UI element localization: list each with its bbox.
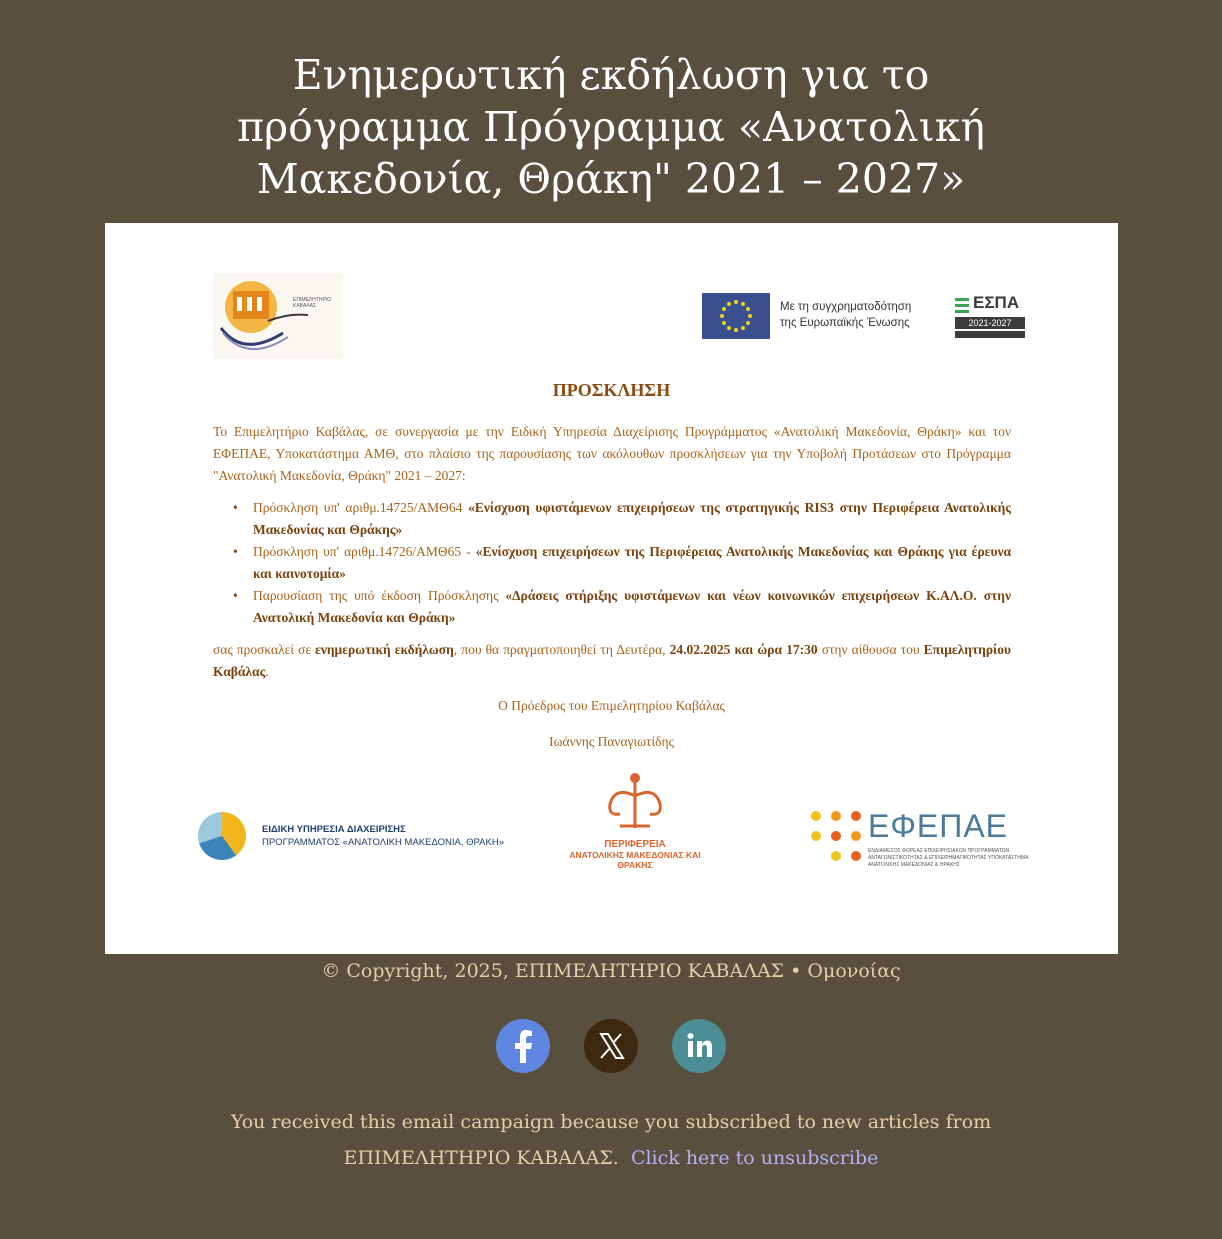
eu-cofunding-text: [780, 299, 911, 331]
invitation-image: [105, 223, 1118, 954]
invite-text-3: στην αίθουσα του: [817, 642, 924, 657]
linkedin-button[interactable]: [672, 1019, 726, 1073]
signature-title: Ο Πρόεδρος του Επιμελητηρίου Καβάλας: [498, 698, 725, 713]
x-button[interactable]: [584, 1019, 638, 1073]
region-line-2: ΑΝΑΤΟΛΙΚΗΣ ΜΑΚΕΔΟΝΙΑΣ ΚΑΙ ΘΡΑΚΗΣ: [569, 850, 701, 870]
invite-text-1: σας προσκαλεί σε: [213, 642, 316, 657]
region-text: [560, 840, 710, 870]
eu-text-line-1: Με τη συγχρηματοδότηση: [780, 301, 912, 313]
managing-authority-logo: [198, 809, 528, 863]
eu-text-line-2: της Ευρωπαϊκής Ένωσης: [780, 317, 910, 329]
x-icon: [584, 1019, 638, 1073]
facebook-button[interactable]: [496, 1019, 550, 1073]
signature-name: Ιωάννης Παναγιωτίδης: [549, 734, 674, 749]
espa-word: ΕΣΠΑ: [973, 293, 1020, 312]
chamber-logo-text: ΕΠΙΜΕΛΗΤΗΡΙΟ: [293, 297, 332, 303]
invite-text-4: .: [265, 664, 269, 679]
efepae-grid-icon: [808, 808, 864, 864]
call-3-title: «Δράσεις στήριξης υφιστάμενων και νέων κοινωνικών επιχειρήσεων Κ.ΑΛ.Ο. στην Ανατολική Μακεδονία και Θράκη»: [253, 588, 1011, 625]
chamber-logo: [213, 273, 343, 359]
unsubscribe-link[interactable]: Click here to unsubscribe: [630, 1147, 879, 1169]
list-item: [253, 497, 1011, 541]
invite-datetime: 24.02.2025 και ώρα 17:30: [669, 642, 818, 657]
efepae-logo: [808, 808, 1038, 868]
espa-years: 2021-2027: [955, 317, 1025, 329]
efepae-subtitle: ΕΝΔΙΑΜΕΣΟΣ ΦΟΡΕΑΣ ΕΠΙΧΕΙΡΗΣΙΑΚΩΝ ΠΡΟΓΡΑΜΜΑΤΩΝ ΑΝΤΑΓΩΝΙΣΤΙΚΟΤΗΤΑΣ & ΕΠΙΧΕΙΡΗΜΑΤΙΚΟΤΗΤΑΣ ΥΠΟΚΑΤΑΣΤΗΜΑ ΑΝΑΤΟΛΙΚΗΣ ΜΑΚΕΔΟΝΙΑΣ & ΘΡΑΚΗΣ: [868, 848, 1029, 868]
sender-name: ΕΠΙΜΕΛΗΤΗΡΙΟ ΚΑΒΑΛΑΣ.: [343, 1147, 619, 1169]
facebook-icon: [496, 1019, 550, 1073]
linkedin-icon: [672, 1019, 726, 1073]
invite-venue: Επιμελητηρίου Καβάλας: [213, 642, 1012, 679]
managing-authority-icon: [198, 812, 246, 860]
managing-authority-line-2: ΠΡΟΓΡΑΜΜΑΤΟΣ «ΑΝΑΤΟΛΙΚΗ ΜΑΚΕΔΟΝΙΑ, ΘΡΑΚΗ»: [262, 837, 504, 848]
call-2-prefix: Πρόσκληση υπ' αριθμ.14726/ΑΜΘ65 -: [253, 544, 476, 559]
call-1-prefix: Πρόσκληση υπ' αριθμ.14725/ΑΜΘ64: [253, 500, 469, 515]
managing-authority-text: [262, 823, 504, 849]
svg-text:ΚΑΒΑΛΑΣ: ΚΑΒΑΛΑΣ: [293, 303, 317, 309]
region-line-1: ΠΕΡΙΦΕΡΕΙΑ: [604, 839, 666, 850]
espa-logo: [953, 293, 1027, 339]
title-line-1: Ενημερωτική εκδήλωση για το: [292, 51, 930, 100]
call-3-prefix: Παρουσίαση της υπό έκδοση Πρόσκλησης: [253, 588, 506, 603]
campaign-title: [0, 49, 1222, 205]
title-line-2: πρόγραμμα Πρόγραμμα «Ανατολική: [237, 103, 985, 152]
invite-event: ενημερωτική εκδήλωση: [315, 642, 454, 657]
title-line-3: Μακεδονία, Θράκη" 2021 – 2027»: [256, 155, 966, 204]
copyright-text: © Copyright, 2025, ΕΠΙΜΕΛΗΤΗΡΙΟ ΚΑΒΑΛΑΣ • Ομονοίας: [321, 960, 901, 982]
subscription-notice-line-2: [0, 1140, 1222, 1176]
subscription-notice-line-1: You received this email campaign because you subscribed to new articles from: [230, 1111, 992, 1133]
call-2-title: «Ενίσχυση επιχειρήσεων της Περιφέρειας Ανατολικής Μακεδονίας και Θράκης για έρευνα και καινοτομία»: [253, 544, 1012, 581]
espa-subline: [955, 331, 1025, 338]
eu-flag-icon: [702, 293, 770, 339]
invitation-heading: ΠΡΟΣΚΛΗΣΗ: [552, 380, 671, 400]
invite-paragraph: [213, 639, 1011, 683]
call-1-title: «Ενίσχυση υφιστάμενων επιχειρήσεων της στρατηγικής RIS3 στην Περιφέρεια Ανατολικής Μακεδονίας και Θράκης»: [253, 500, 1011, 537]
region-emblem-icon: [560, 768, 710, 838]
invite-text-2: , που θα πραγματοποιηθεί τη Δευτέρα,: [453, 642, 670, 657]
calls-list: [213, 497, 1011, 629]
eu-cofunding-logo: [702, 293, 942, 341]
list-item: [253, 541, 1011, 585]
efepae-word: ΕΦΕΠΑΕ: [868, 808, 1009, 844]
managing-authority-line-1: ΕΙΔΙΚΗ ΥΠΗΡΕΣΙΑ ΔΙΑΧΕΙΡΙΣΗΣ: [262, 824, 406, 835]
invitation-intro: Το Επιμελητήριο Καβάλας, σε συνεργασία με την Ειδική Υπηρεσία Διαχείρισης Προγράμματος «Ανατολική Μακεδονία, Θράκη» και τον ΕΦΕΠΑΕ, Υποκατάστημα ΑΜΘ, στο πλαίσιο της παρουσίασης των ακόλουθων προσκλήσεων για την Υποβολή Προτάσεων στο Πρόγραμμα "Ανατολική Μακεδονία, Θράκη" 2021 – 2027:: [213, 424, 1011, 483]
list-item: [253, 585, 1011, 629]
region-logo: [560, 768, 710, 868]
subscription-notice: [0, 1104, 1222, 1176]
